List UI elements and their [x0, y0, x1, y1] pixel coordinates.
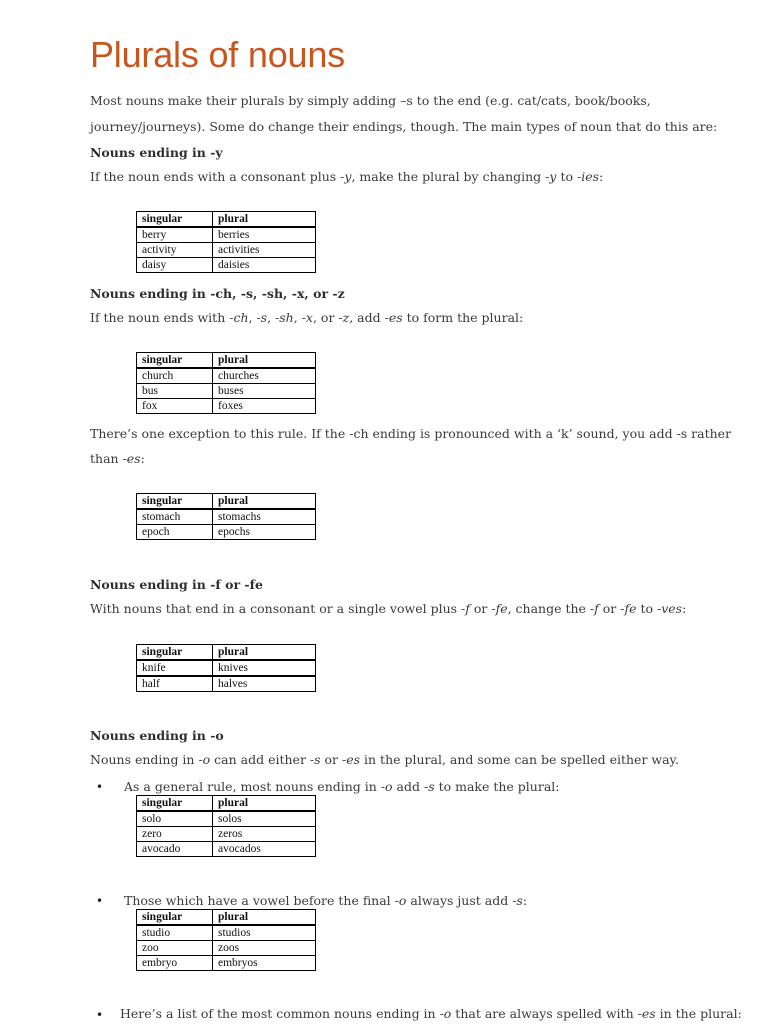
- intro-line-1: Most nouns make their plurals by simply adding –s to the end (e.g. cat/cats, book/books,: [90, 93, 651, 108]
- exception-line-2: than -es:: [90, 451, 145, 466]
- table-header-singular: singular: [137, 796, 213, 812]
- table-row: [137, 676, 316, 692]
- section-heading-f: Nouns ending in -f or -fe: [90, 577, 263, 592]
- table-cell: berries: [213, 227, 316, 243]
- table-cell: church: [137, 368, 213, 384]
- table-cell: zeros: [213, 827, 316, 842]
- table-row: [137, 941, 316, 956]
- table-row: [137, 384, 316, 399]
- section-text-o: Nouns ending in -o can add either -s or -es in the plural, and some can be spelled either way.: [90, 752, 679, 767]
- table-cell: solo: [137, 811, 213, 827]
- table-cell: halves: [213, 676, 316, 692]
- table-row: [137, 509, 316, 525]
- table-row: [137, 368, 316, 384]
- table-row: [137, 956, 316, 971]
- bullet-text-1: As a general rule, most nouns ending in -o add -s to make the plural:: [124, 779, 560, 794]
- table-row: [137, 660, 316, 676]
- plural-table-exception: [136, 493, 316, 540]
- table-cell: half: [137, 676, 213, 692]
- table-cell: bus: [137, 384, 213, 399]
- table-header-singular: singular: [137, 212, 213, 228]
- table-row: [137, 258, 316, 273]
- table-header-singular: singular: [137, 494, 213, 510]
- table-cell: zero: [137, 827, 213, 842]
- table-cell: avocados: [213, 842, 316, 857]
- table-cell: studio: [137, 925, 213, 941]
- table-row: [137, 925, 316, 941]
- section-heading-y: Nouns ending in -y: [90, 145, 223, 160]
- table-cell: solos: [213, 811, 316, 827]
- table-cell: berry: [137, 227, 213, 243]
- table-header-singular: singular: [137, 645, 213, 661]
- table-header-plural: plural: [213, 910, 316, 926]
- table-cell: activity: [137, 243, 213, 258]
- plural-table-o-1: [136, 795, 316, 857]
- table-row: [137, 227, 316, 243]
- table-cell: embryos: [213, 956, 316, 971]
- table-cell: epochs: [213, 525, 316, 540]
- table-cell: foxes: [213, 399, 316, 414]
- page-title: Plurals of nouns: [90, 34, 345, 75]
- bullet-text-2: Those which have a vowel before the final -o always just add -s:: [124, 893, 528, 908]
- table-cell: epoch: [137, 525, 213, 540]
- table-cell: activities: [213, 243, 316, 258]
- table-cell: daisies: [213, 258, 316, 273]
- table-header-plural: plural: [213, 645, 316, 661]
- table-row: [137, 842, 316, 857]
- plural-table-f: [136, 644, 316, 692]
- table-cell: fox: [137, 399, 213, 414]
- plural-table-y: [136, 211, 316, 273]
- table-cell: knife: [137, 660, 213, 676]
- section-heading-o: Nouns ending in -o: [90, 728, 224, 743]
- plural-table-ch: [136, 352, 316, 414]
- table-row: [137, 399, 316, 414]
- bullet-symbol: •: [96, 894, 104, 908]
- table-header-singular: singular: [137, 353, 213, 369]
- table-cell: knives: [213, 660, 316, 676]
- table-row: [137, 811, 316, 827]
- table-cell: zoos: [213, 941, 316, 956]
- table-header-plural: plural: [213, 796, 316, 812]
- exception-line-1: There’s one exception to this rule. If the -ch ending is pronounced with a ‘k’ sound, you add -s rather: [90, 426, 732, 441]
- intro-line-2: journey/journeys). Some do change their endings, though. The main types of noun that do this are:: [90, 119, 718, 134]
- table-cell: embryo: [137, 956, 213, 971]
- section-heading-ch: Nouns ending in -ch, -s, -sh, -x, or -z: [90, 286, 345, 301]
- table-header-plural: plural: [213, 494, 316, 510]
- table-cell: zoo: [137, 941, 213, 956]
- table-cell: avocado: [137, 842, 213, 857]
- section-text-ch: If the noun ends with -ch, -s, -sh, -x, or -z, add -es to form the plural:: [90, 310, 524, 325]
- section-text-f: With nouns that end in a consonant or a single vowel plus -f or -fe, change the -f or -fe to -ves:: [90, 601, 687, 616]
- bullet-text-3: Here’s a list of the most common nouns ending in -o that are always spelled with -es in the plural:: [120, 1006, 742, 1021]
- table-header-plural: plural: [213, 353, 316, 369]
- plural-table-o-2: [136, 909, 316, 971]
- table-header-singular: singular: [137, 910, 213, 926]
- table-cell: stomachs: [213, 509, 316, 525]
- table-cell: studios: [213, 925, 316, 941]
- table-cell: daisy: [137, 258, 213, 273]
- table-cell: stomach: [137, 509, 213, 525]
- section-text-y: If the noun ends with a consonant plus -y, make the plural by changing -y to -ies:: [90, 169, 604, 184]
- table-row: [137, 243, 316, 258]
- bullet-symbol: •: [96, 1008, 104, 1022]
- table-cell: buses: [213, 384, 316, 399]
- table-row: [137, 827, 316, 842]
- table-row: [137, 525, 316, 540]
- bullet-symbol: •: [96, 780, 104, 794]
- table-header-plural: plural: [213, 212, 316, 228]
- table-cell: churches: [213, 368, 316, 384]
